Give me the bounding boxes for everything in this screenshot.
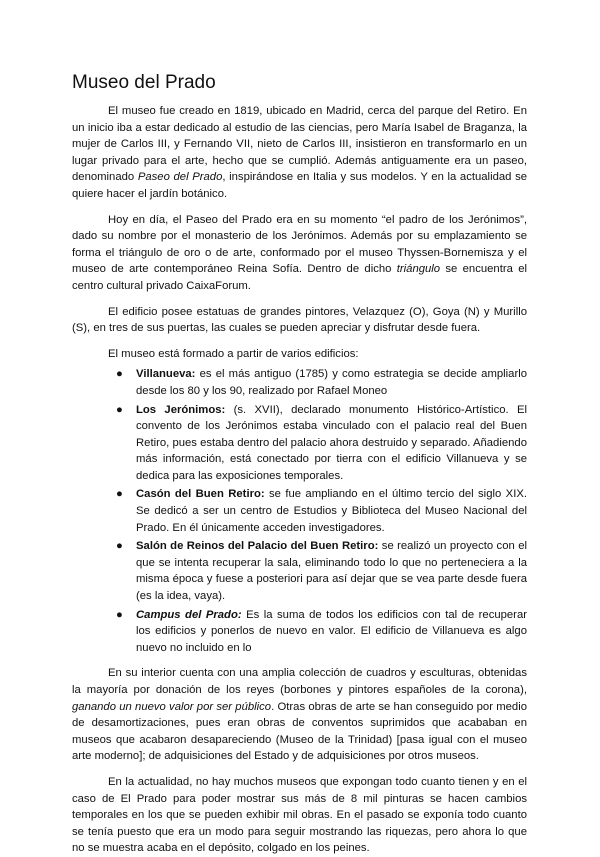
list-item-text: Es la suma de todos los edificios con tal de recuperar los edificios y ponerlos de nuevo en valor. El edificio de Villanueva es algo nuevo no incluido en lo bbox=[136, 608, 527, 654]
list-item bbox=[116, 402, 528, 485]
paragraph-statues: El edificio posee estatuas de grandes pintores, Velazquez (O), Goya (N) y Murillo (S), en tres de sus puertas, las cuales se pueden apreciar y disfrutar desde fuera. bbox=[72, 305, 527, 335]
paragraph-collection-emphasis: ganando un nuevo valor por ser público bbox=[72, 700, 272, 713]
paragraph-collection-text-a: En su interior cuenta con una amplia colección de cuadros y esculturas, obtenidas la mayoría por donación de los reyes (borbones y pintores españoles de la corona), bbox=[72, 667, 527, 696]
list-item-title: Salón de Reinos del Palacio del Buen Retiro: bbox=[136, 540, 379, 553]
paragraph-buildings-intro: El museo está formado a partir de varios edificios: bbox=[108, 347, 359, 360]
list-item-text: se fue ampliando en el último tercio del siglo XIX. Se dedicó a ser un centro de Estudios y Biblioteca del Museo Nacional del Prado. En él únicamente acceden investigadores. bbox=[136, 488, 528, 534]
list-item-title: Villanueva: bbox=[136, 368, 196, 381]
paragraph-history bbox=[72, 103, 527, 203]
paragraph-collection bbox=[72, 665, 527, 765]
bullet-icon: ● bbox=[116, 608, 123, 621]
paragraph-triangle bbox=[72, 212, 527, 295]
paragraph-triangle-text-b: se encuentra el centro cultural privado CaixaForum. bbox=[72, 263, 527, 292]
buildings-list bbox=[72, 366, 527, 656]
page-title: Museo del Prado bbox=[72, 72, 216, 93]
paragraph-triangle-emphasis: triángulo bbox=[396, 263, 441, 276]
list-item-text: es el más antiguo (1785) y como estrategia se decide ampliarlo desde los 80 y los 90, realizado por Rafael Moneo bbox=[136, 368, 527, 397]
bullet-icon: ● bbox=[116, 540, 123, 553]
paragraph-triangle-text-a: Hoy en día, el Paseo del Prado era en su momento “el padro de los Jerónimos”, dado su nombre por el monasterio de los Jerónimos. Además por su emplazamiento se forma el triángulo de oro o de arte, conformado por el museo Thyssen-Bornemisza y el museo de arte contemporáneo Reina Sofía. Dentro de dicho bbox=[72, 213, 527, 276]
paragraph-history-text-a: El museo fue creado en 1819, ubicado en Madrid, cerca del parque del Retiro. En un inicio iba a estar dedicado al estudio de las ciencias, pero María Isabel de Braganza, la mujer de Carlos III, y Fernando VII, nieto de Carlos III, insistieron en transformarlo en un lugar privado para el arte, hecho que se cumplió. Además antiguamente era un paseo, denominado bbox=[72, 105, 527, 184]
bullet-icon: ● bbox=[116, 403, 123, 416]
list-item-text: se realizó un proyecto con el que se intenta recuperar la sala, eliminando todo lo que no perteneciera a la misma época y fuese a posteriori para así dejar que se vea parte desde fuera (es la idea, vaya). bbox=[136, 540, 527, 603]
list-item-title: Casón del Buen Retiro: bbox=[136, 488, 265, 501]
bullet-icon: ● bbox=[116, 488, 123, 501]
paragraph-history-text-b: , inspirándose en Italia y sus modelos. Y en la actualidad se quiere hacer el jardín botánico. bbox=[72, 171, 527, 200]
list-item bbox=[116, 366, 527, 399]
list-item bbox=[116, 538, 527, 604]
paragraph-collection-text-b: . Otras obras de arte se han conseguido por medio de desamortizaciones, pues eran obras de conventos suprimidos que acababan en museos que acabaron desapareciendo (Museo de la Trinidad) [pasa igual con el museo arte moderno]; de adquisiciones del Estado y de adquisiciones por otros museos. bbox=[72, 700, 527, 763]
list-item-text: (s. XVII), declarado monumento Histórico-Artístico. El convento de los Jerónimos estaba vinculado con el palacio real del Buen Retiro, pues estaba dentro del palacio ahora destruido y separado. Añadiendo más información, está conectado por tierra con el edificio Villanueva y se dedica para las exposiciones temporales. bbox=[136, 403, 528, 482]
list-item bbox=[116, 486, 528, 536]
bullet-icon: ● bbox=[116, 368, 123, 381]
paragraph-history-emphasis: Paseo del Prado bbox=[137, 171, 223, 184]
list-item bbox=[116, 607, 527, 657]
list-item-title: Los Jerónimos: bbox=[136, 403, 226, 416]
paragraph-exhibition: En la actualidad, no hay muchos museos que expongan todo cuanto tienen y en el caso de El Prado para poder mostrar sus más de 8 mil pinturas se hacen cambios temporales en los que se pueden exhibir mil obras. En el pasado se exponía todo cuanto se tenía puesto que era un modo para seguir mostrando las riquezas, pero ahora lo que no se muestra acaba en el depósito, colgado en los peines. bbox=[72, 775, 527, 855]
list-item-title: Campus del Prado: bbox=[136, 608, 242, 621]
